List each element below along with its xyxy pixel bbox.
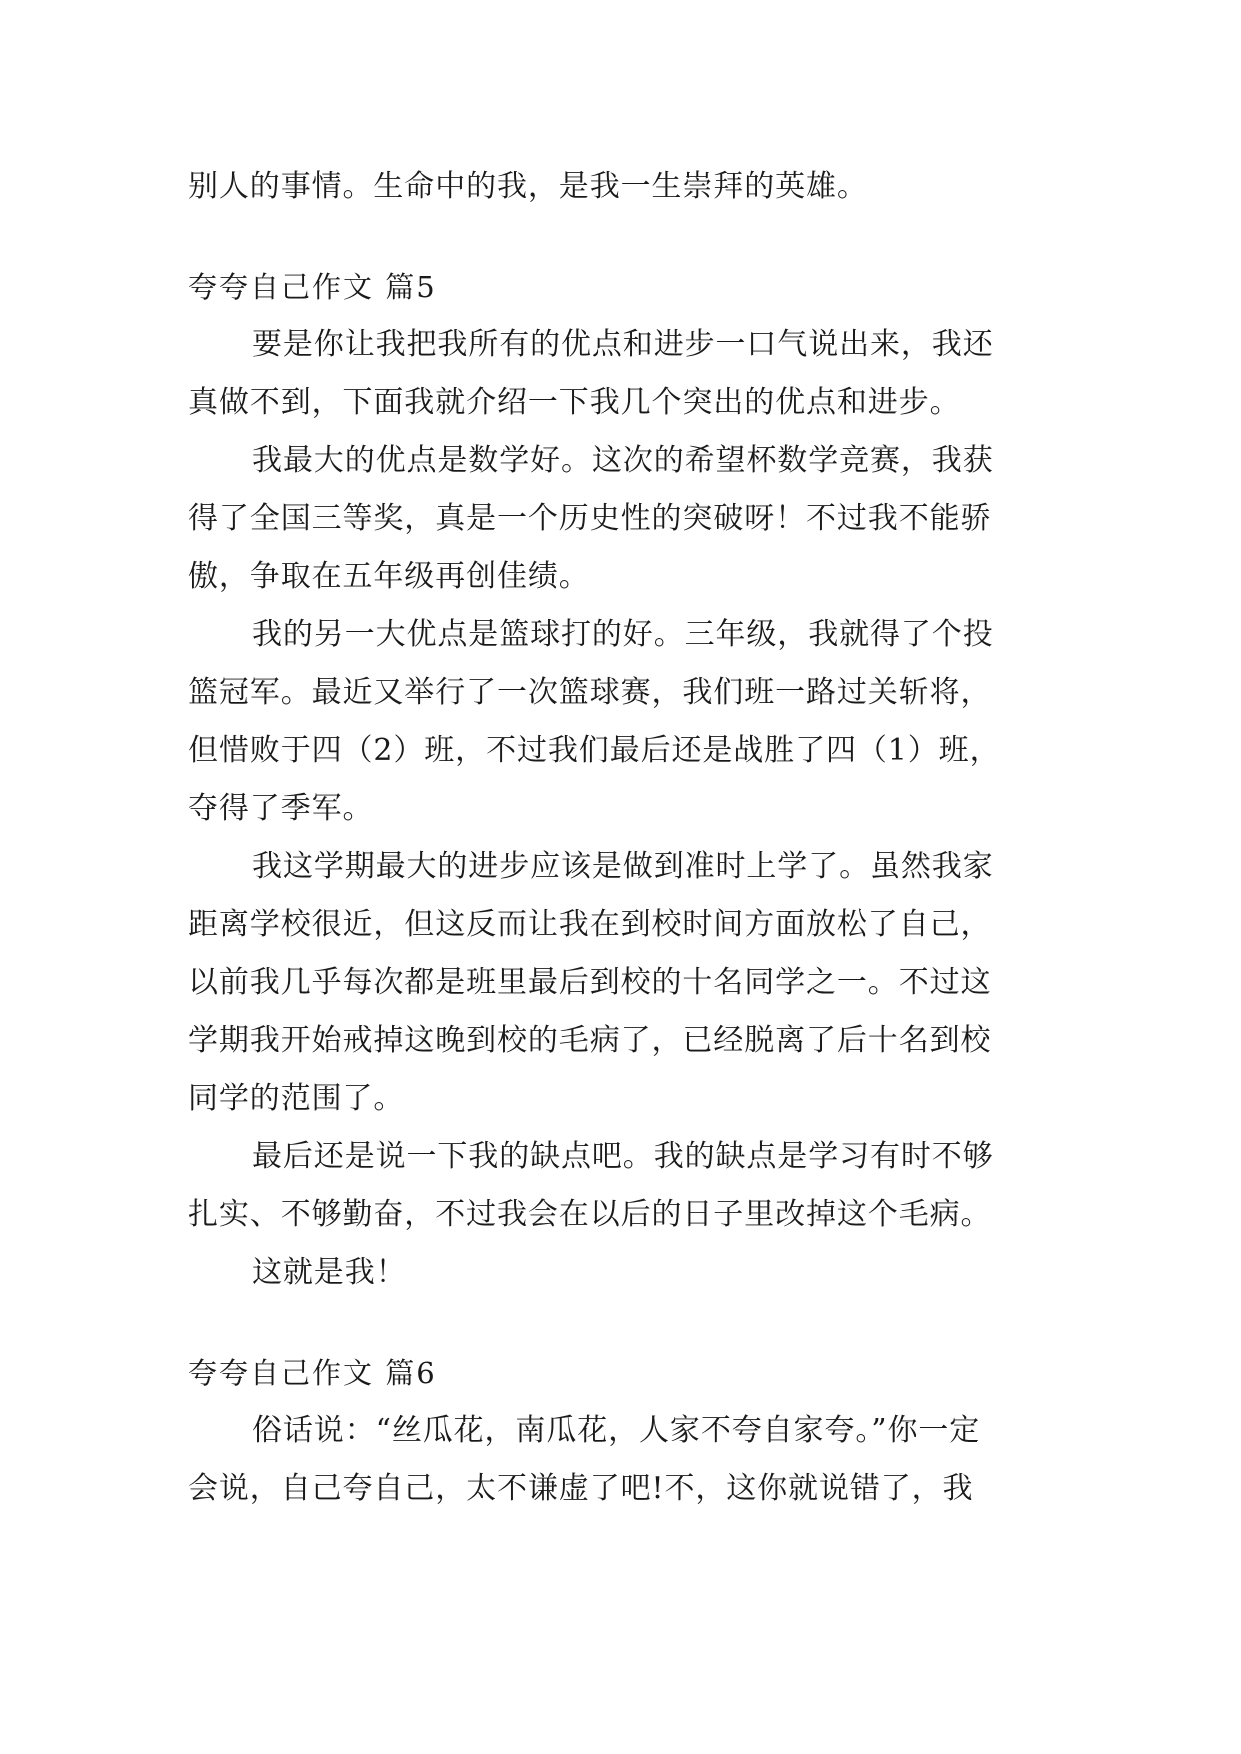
text-line: 别人的事情。生命中的我，是我一生崇拜的英雄。 xyxy=(188,169,868,204)
section-title: 夸夸自己作文 篇5 xyxy=(188,270,437,304)
text-line: 要是你让我把我所有的优点和进步一口气说出来，我还 xyxy=(252,327,994,362)
section-gap xyxy=(188,216,1068,258)
text-line: 这就是我！ xyxy=(252,1255,407,1290)
text-line: 同学的范围了。 xyxy=(188,1081,405,1116)
text-line: 但惜败于四（2）班，不过我们最后还是战胜了四（1）班， xyxy=(188,733,1001,768)
text-line: 扎实、不够勤奋，不过我会在以后的日子里改掉这个毛病。 xyxy=(188,1197,992,1232)
section-6 xyxy=(188,1344,1068,1518)
text-line: 俗话说：“丝瓜花，南瓜花，人家不夸自家夸。”你一定 xyxy=(252,1413,981,1448)
text-line: 傲，争取在五年级再创佳绩。 xyxy=(188,559,590,594)
text-line: 我最大的优点是数学好。这次的希望杯数学竞赛，我获 xyxy=(252,443,994,478)
paragraph xyxy=(188,1128,1068,1244)
paragraph xyxy=(188,1402,1068,1518)
text-line: 我的另一大优点是篮球打的好。三年级，我就得了个投 xyxy=(252,617,994,652)
text-line: 夺得了季军。 xyxy=(188,791,374,826)
text-line: 篮冠军。最近又举行了一次篮球赛，我们班一路过关斩将， xyxy=(188,675,992,710)
paragraph xyxy=(188,316,1068,432)
document-page xyxy=(188,158,1068,1518)
paragraph xyxy=(188,432,1068,606)
paragraph xyxy=(188,838,1068,1128)
text-line: 最后还是说一下我的缺点吧。我的缺点是学习有时不够 xyxy=(252,1139,994,1174)
text-line: 学期我开始戒掉这晚到校的毛病了，已经脱离了后十名到校 xyxy=(188,1023,992,1058)
paragraph xyxy=(188,606,1068,838)
section-5 xyxy=(188,258,1068,1302)
text-line: 得了全国三等奖，真是一个历史性的突破呀！不过我不能骄 xyxy=(188,501,992,536)
text-line: 我这学期最大的进步应该是做到准时上学了。虽然我家 xyxy=(252,849,994,884)
text-line: 以前我几乎每次都是班里最后到校的十名同学之一。不过这 xyxy=(188,965,992,1000)
section-title: 夸夸自己作文 篇6 xyxy=(188,1356,437,1390)
section-gap xyxy=(188,1302,1068,1344)
paragraph xyxy=(188,1244,1068,1302)
text-line: 距离学校很近，但这反而让我在到校时间方面放松了自己， xyxy=(188,907,992,942)
text-line: 会说，自己夸自己，太不谦虚了吧!不，这你就说错了，我 xyxy=(188,1471,974,1506)
intro-text xyxy=(188,158,1068,216)
text-line: 真做不到，下面我就介绍一下我几个突出的优点和进步。 xyxy=(188,385,961,420)
